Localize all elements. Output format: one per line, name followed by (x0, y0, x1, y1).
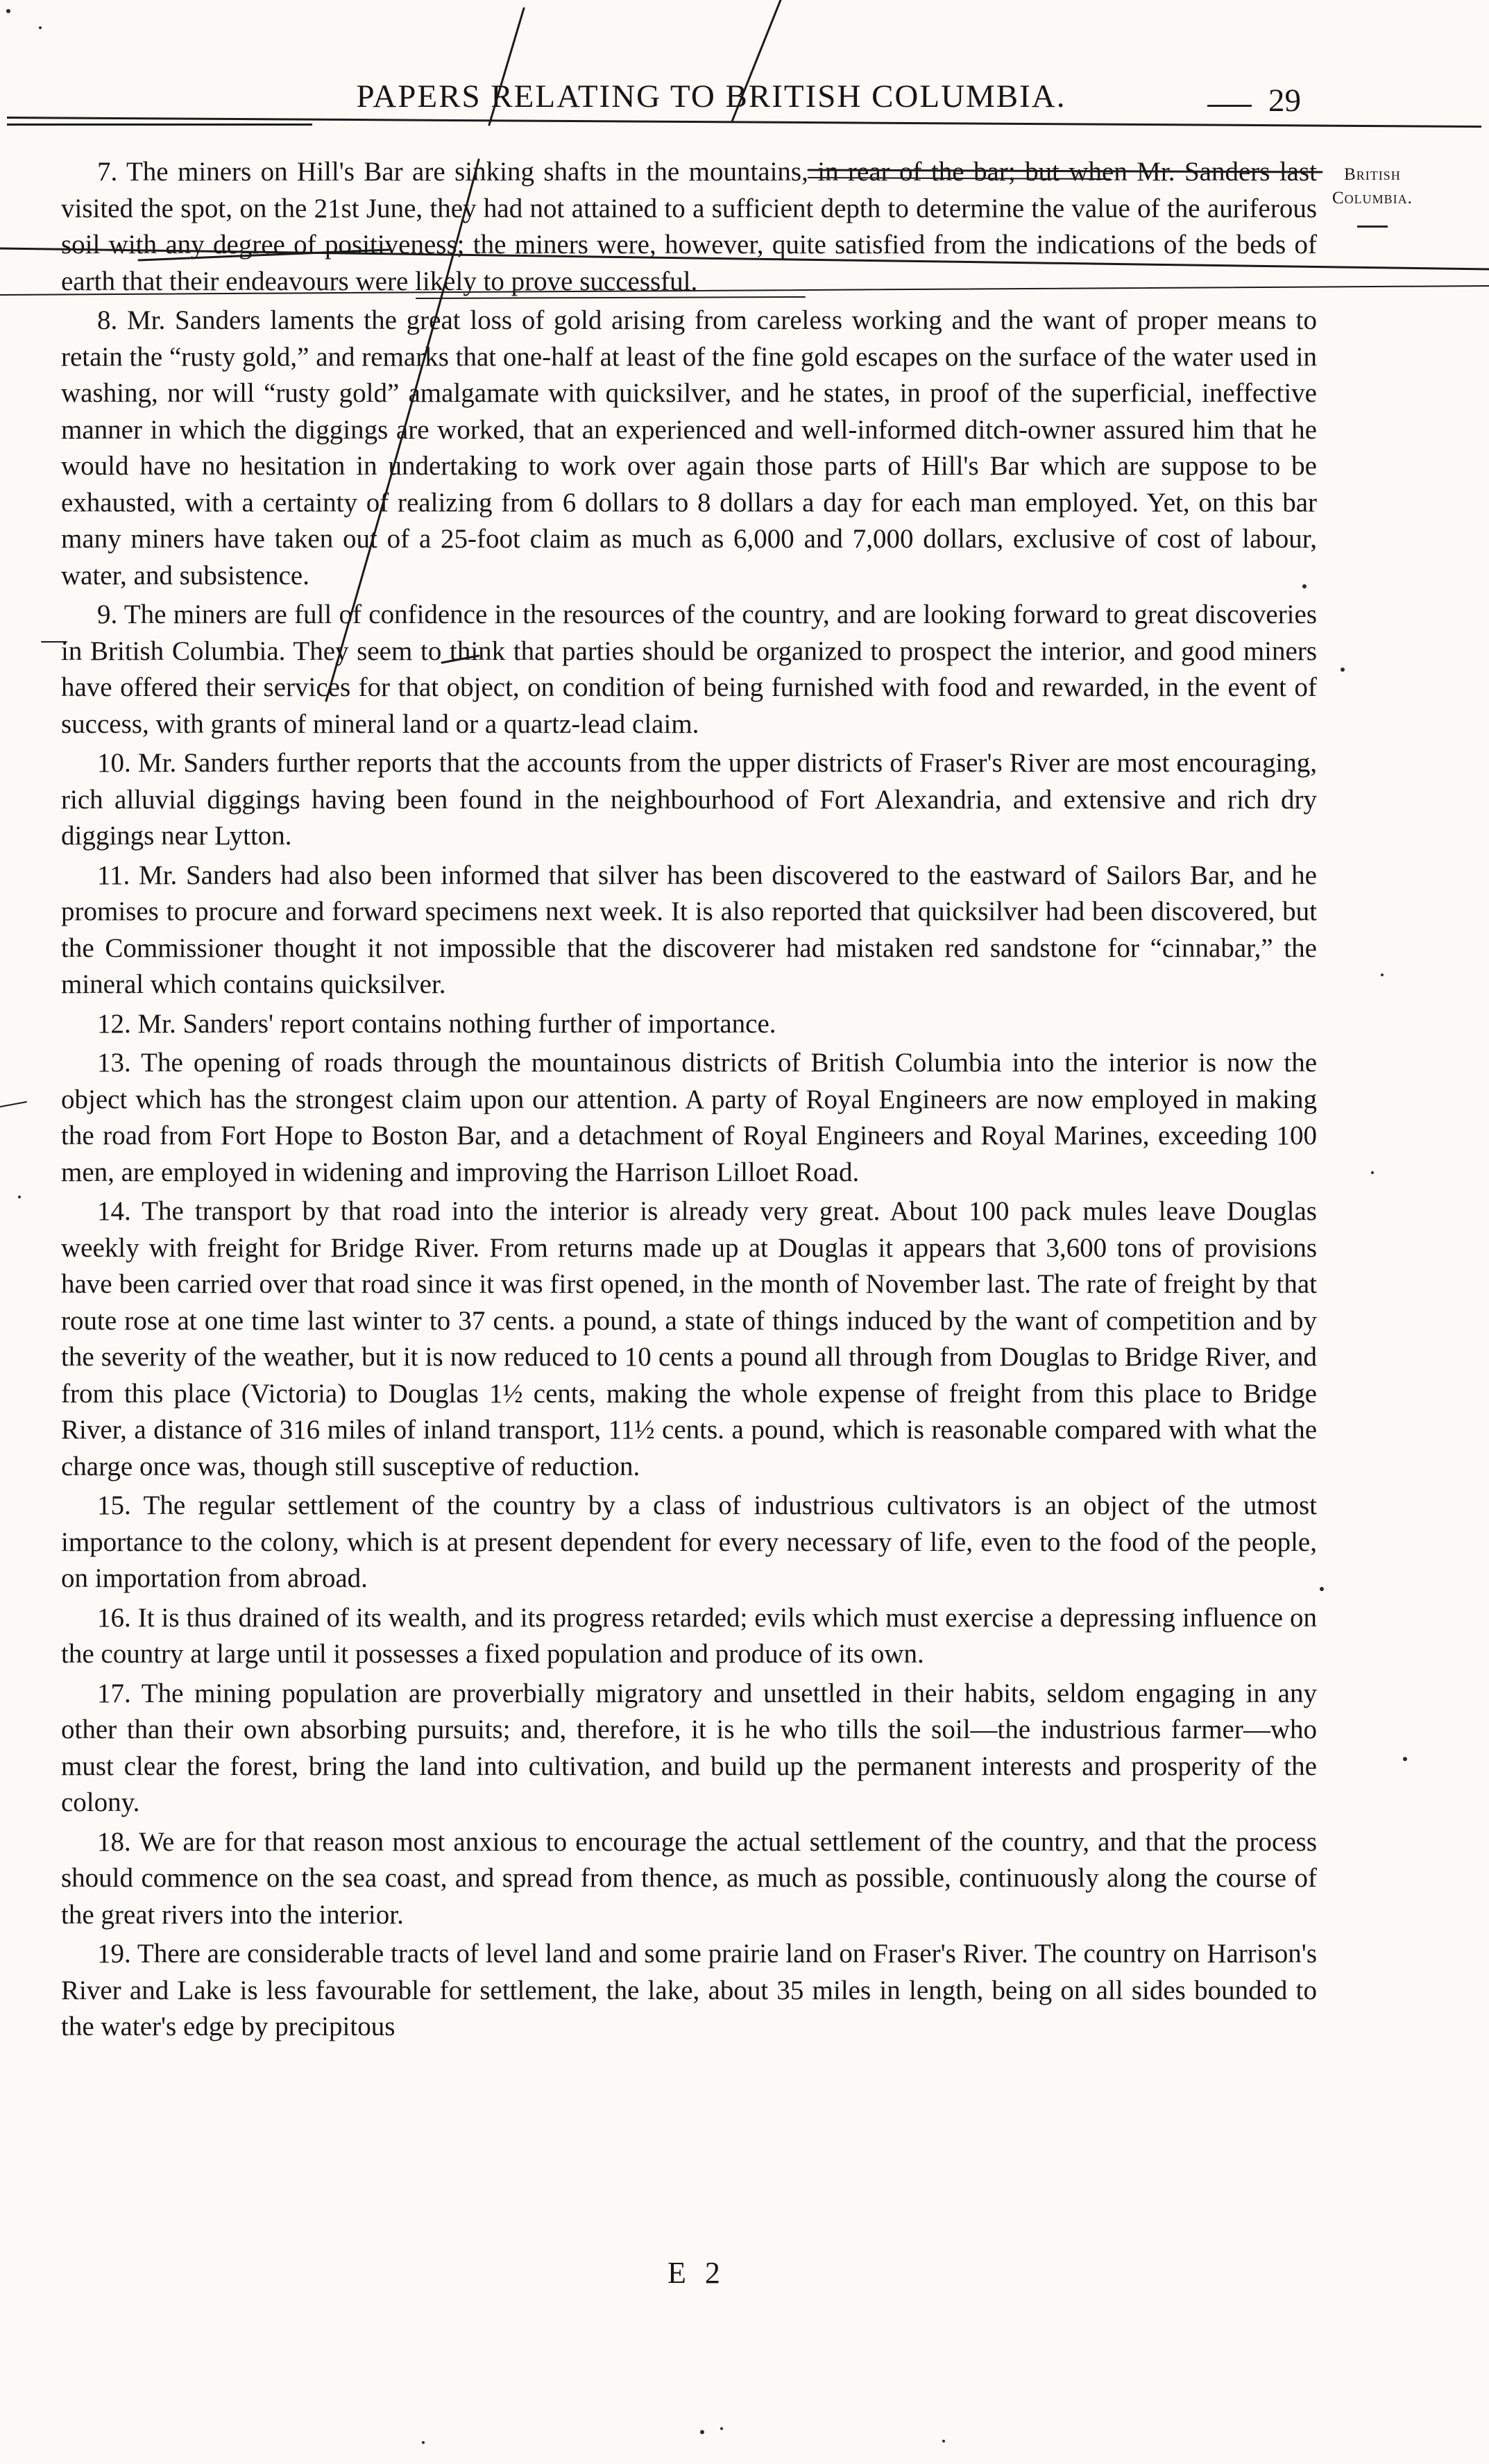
paragraph-16: 16. It is thus drained of its wealth, and its progress retarded; evils which must exercise a depressing influence on the country at large until it possesses a fixed population and produce of its own. (61, 1602, 1317, 1669)
paragraph-14: 14. The transport by that road into the interior is already very great. About 100 pack mules leave Douglas weekly with freight for Bridge River. From returns made up at Douglas it appears that 3,600 tons of provisions have been carried over that road since it was first opened, in the month of November last. The rate of freight by that route rose at one time last winter to 37 cents. a pound, a state of things induced by the want of competition and by the severity of the weather, but it is now reduced to 10 cents a pound all through from Douglas to Bridge River, and from this place (Victoria) to Douglas 1½ cents, making the whole expense of freight from this place to Bridge River, a distance of 316 miles of inland transport, 11½ cents. a pound, which is reasonable compared with what the charge once was, though still susceptive of reduction. (61, 1196, 1317, 1481)
page-number: 29 (1268, 83, 1301, 119)
speck (720, 2427, 723, 2430)
speck (1302, 584, 1307, 588)
paragraph-11: 11. Mr. Sanders had also been informed that silver has been discovered to the eastward of Sailors Bar, and he promises to procure and forward specimens next week. It is also reported that quicksilver had been discovered, but the Commissioner thought it not impossible that the discoverer had mistaken red sandstone for “cinnabar,” the mineral which contains quicksilver. (61, 860, 1317, 999)
pen-diagonal-stroke (326, 160, 479, 701)
tick-mark (442, 656, 479, 663)
speck (942, 2440, 945, 2442)
speck (422, 2441, 425, 2444)
paragraph-13: 13. The opening of roads through the mountainous districts of British Columbia into the interior is now the object which has the strongest claim upon our attention. A party of Royal Engineers are now employed in making the road from Fort Hope to Boston Bar, and a detachment of Royal Engineers and Royal Marines, exceeding 100 men, are employed in widening and improving the Harrison Lilloet Road. (61, 1048, 1317, 1187)
speck (1320, 1587, 1324, 1591)
paragraph-9: 9. The miners are full of confidence in the resources of the country, and are looking forward to great discoveries in British Columbia. They seem to think that parties should be organized to prospect the interior, and good miners have offered their services for that object, on condition of being furnished with food and rewarded, in the event of success, with grants of mineral land or a quartz-lead claim. (61, 600, 1317, 739)
speck (39, 26, 42, 29)
margin-pen-line (0, 248, 1489, 269)
paragraph-7: 7. The miners on Hill's Bar are sinking shafts in the mountains, in rear of the bar; but when Mr. Sanders last visited the spot, on the 21st June, they had not attained to a sufficient depth to determine the value of the auriferous soil with any degree of positiveness; the miners were, however, quite satisfied from the indications of the beds of earth that their endeavours were likely to prove successful. (61, 157, 1317, 296)
speck (1371, 1171, 1374, 1174)
pen-slash-header-right (732, 0, 781, 121)
margin-note-line-1: British (1344, 165, 1401, 184)
speck (18, 1196, 21, 1198)
speck (1403, 1757, 1407, 1761)
speck (6, 9, 10, 13)
signature-mark: E 2 (667, 2256, 726, 2290)
speck (700, 2430, 704, 2434)
paragraph-17: 17. The mining population are proverbially migratory and unsettled in their habits, seldom engaging in any other than their own absorbing pursuits; and, therefore, it is he who tills the soil—the industrious farmer—who must clear the forest, bring the land into cultivation, and build up the permanent interests and prosperity of the colony. (61, 1678, 1317, 1817)
paragraph-18: 18. We are for that reason most anxious to encourage the actual settlement of the country, and that the process should commence on the sea coast, and spread from thence, as much as possible, continuously along the course of the great rivers into the interior. (61, 1826, 1317, 1930)
speck (1381, 974, 1384, 976)
margin-pen-line-lower (0, 286, 1489, 295)
paragraph-15: 15. The regular settlement of the country by a class of industrious cultivators is an object of the utmost importance to the colony, which is at present dependent for every necessary of life, even to the food of the people, on importation from abroad. (61, 1490, 1317, 1593)
strike-through-line-1b (808, 178, 1110, 179)
speck (1341, 668, 1345, 672)
paragraph-10: 10. Mr. Sanders further reports that the accounts from the upper districts of Fraser's River are most encouraging, rich alluvial diggings having been found in the neighbourhood of Fort Alexandria, and extensive and rich dry diggings near Lytton. (61, 748, 1317, 851)
page-header-title: PAPERS RELATING TO BRITISH COLUMBIA. (356, 78, 1066, 114)
pen-slash-header-left (489, 8, 524, 125)
margin-dash-left (0, 1102, 26, 1107)
margin-note-line-2: Columbia. (1332, 189, 1413, 207)
strike-through-line-1 (808, 170, 1322, 172)
paragraph-8: 8. Mr. Sanders laments the great loss of gold arising from careless working and the want of proper means to retain the “rusty gold,” and remarks that one-half at least of the fine gold escapes on the surface of the water used in washing, nor will “rusty gold” amalgamate with quicksilver, and he states, in proof of the superficial, ineffective manner in which the diggings are worked, that an experienced and well-informed ditch-owner assured him that he would have no hesitation in undertaking to work over again those parts of Hill's Bar which are suppose to be exhausted, with a certainty of realizing from 6 dollars to 8 dollars a day for each man employed. Yet, on this bar many miners have taken out of a 25-foot claim as much as 6,000 and 7,000 dollars, exclusive of cost of labour, water, and subsistence. (61, 305, 1317, 590)
underline-mark (416, 297, 805, 298)
paragraph-19: 19. There are considerable tracts of level land and some prairie land on Fraser's River. The country on Harrison's River and Lake is less favourable for settlement, the lake, about 35 miles in length, being on all sides bounded to the water's edge by precipitous (61, 1939, 1317, 2041)
paragraph-12: 12. Mr. Sanders' report contains nothing further of importance. (97, 1008, 776, 1039)
